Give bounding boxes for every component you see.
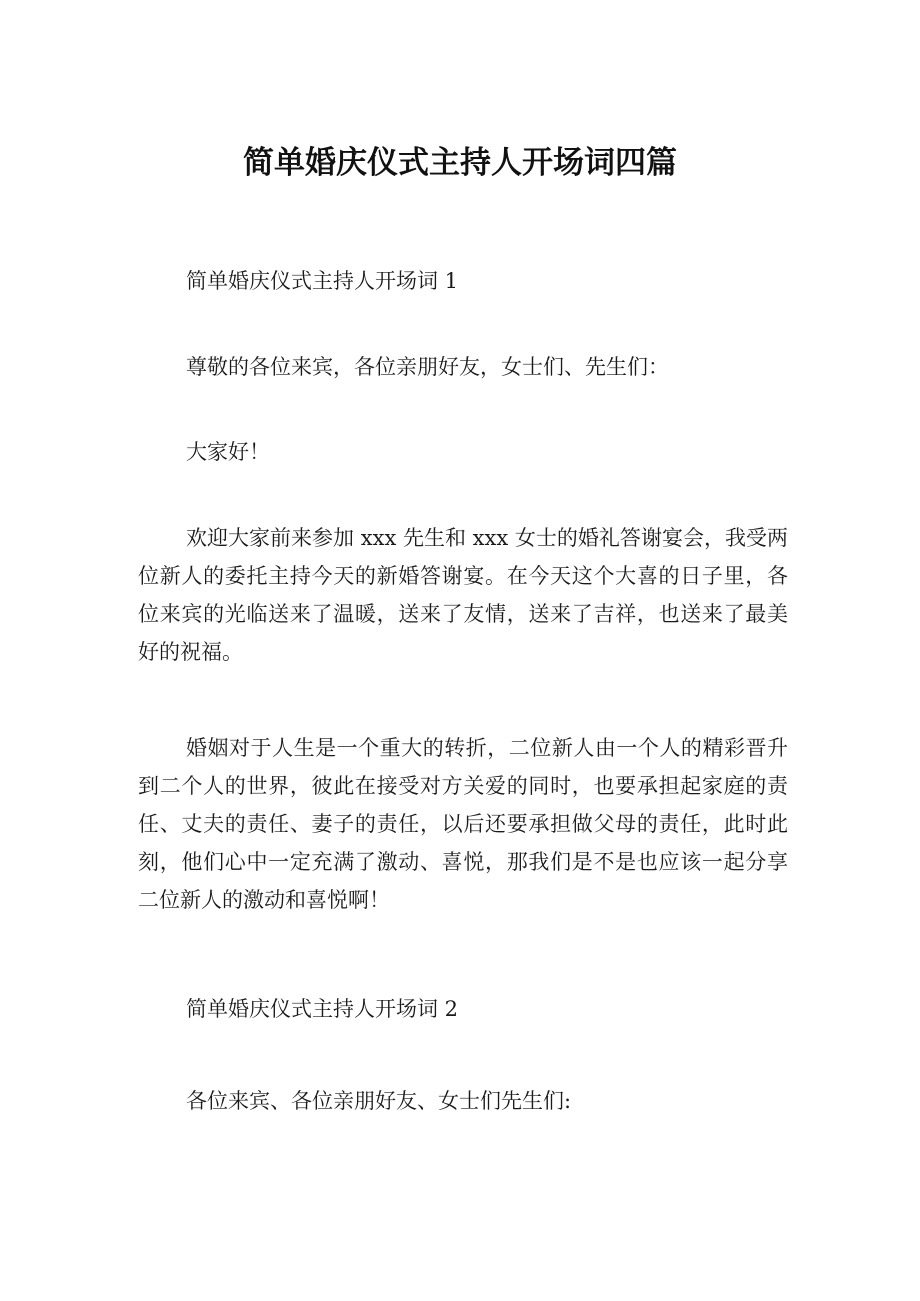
greeting-paragraph: 大家好！ [186, 440, 270, 464]
salutation-paragraph-2: 各位来宾、各位亲朋好友、女士们先生们: [186, 1089, 572, 1113]
section-heading-1: 简单婚庆仪式主持人开场词 1 [186, 269, 459, 293]
welcome-paragraph: 欢迎大家前来参加 xxx 先生和 xxx 女士的婚礼答谢宴会，我受两位新人的委托主持今天的新婚答谢宴。在今天这个大喜的日子里，各位来宾的光临送来了温暖，送来了友情，送来了吉祥，也送来了最美好的祝福。 [138, 526, 788, 664]
salutation-paragraph: 尊敬的各位来宾，各位亲朋好友，女士们、先生们： [186, 355, 669, 379]
marriage-paragraph: 婚姻对于人生是一个重大的转折，二位新人由一个人的精彩晋升到二个人的世界，彼此在接受对方关爱的同时，也要承担起家庭的责任、丈夫的责任、妻子的责任，以后还要承担做父母的责任，此时此刻，他们心中一定充满了激动、喜悦，那我们是不是也应该一起分享二位新人的激动和喜悦啊！ [138, 736, 788, 912]
section-heading-2: 简单婚庆仪式主持人开场词 2 [186, 997, 459, 1021]
document-title: 简单婚庆仪式主持人开场词四篇 [243, 144, 677, 181]
